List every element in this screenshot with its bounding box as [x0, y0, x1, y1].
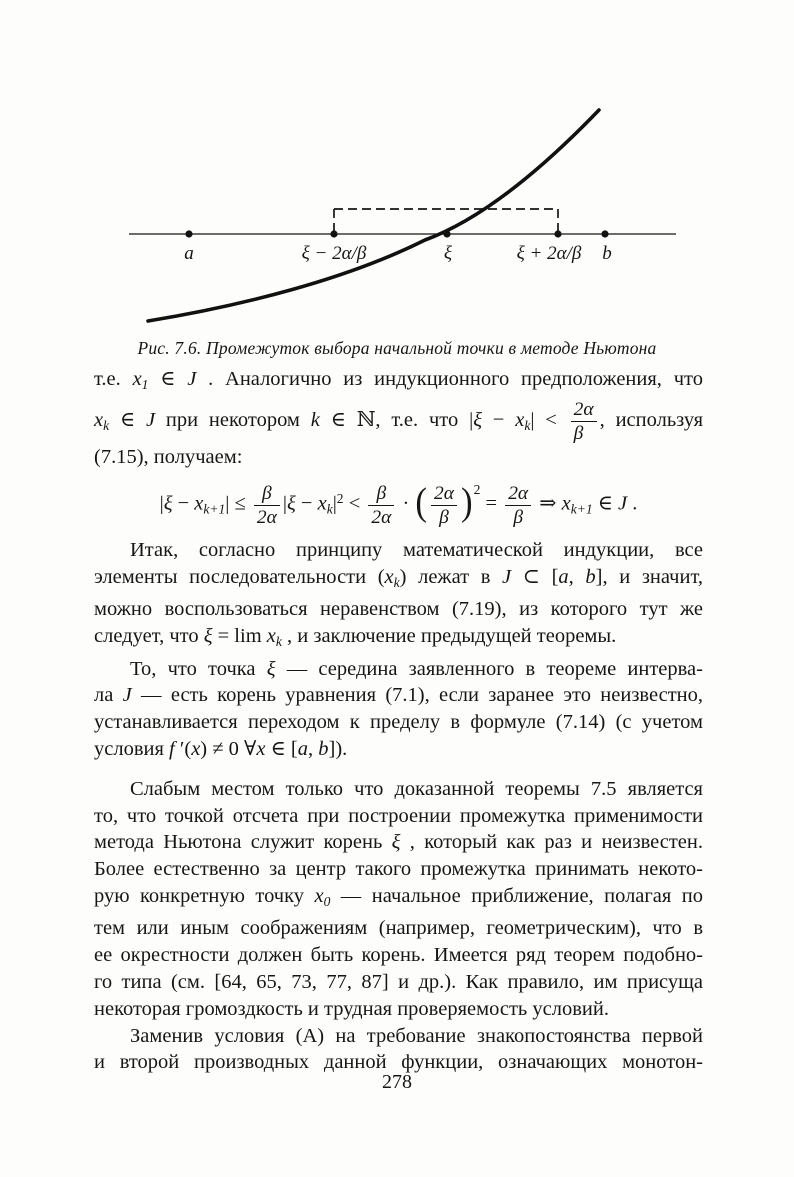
fraction: $\frac{2\alpha}{\beta}$ [505, 483, 531, 528]
label-xi-minus: ξ − 2α/β [301, 243, 367, 264]
point-xi-minus [330, 230, 337, 237]
para-weakness [94, 776, 703, 1023]
point-xi-plus [554, 230, 561, 237]
formula-line: |ξ − xk+1| ≤ $\frac{\beta}{2\alpha}$ $|\xi - xk|^2$ < $\frac{\beta}{2\alpha}$ · ( $\frac{2\alpha}{\beta}$ )$^2$ = $\frac{2\alpha}{\beta}$ ⇒ xk+1 ∈ J . [159, 479, 638, 528]
text-line: т.е. x1 ∈ J . Аналогично из индукционного предположения, что [94, 368, 703, 392]
label-xi-plus: ξ + 2α/β [516, 243, 582, 264]
text-line: То, что точка ξ — середина заявленного в теореме интерва- [130, 657, 703, 680]
text-line: некоторая громоздкость и трудная проверяемость условий. [94, 997, 609, 1020]
text-line: элементы последовательности (xk) лежат в J ⊂ [a, b], и значит, [94, 565, 703, 590]
para-intro [94, 366, 703, 470]
point-a [185, 230, 192, 237]
label-xi: ξ [443, 243, 453, 264]
point-xi [443, 230, 450, 237]
fraction: $\frac{2\alpha}{\beta}$ [431, 483, 457, 528]
text-line: Заменив условия (А) на требование знакопостоянства первой [130, 1024, 703, 1047]
label-b: b [602, 243, 612, 264]
para-induction [94, 537, 703, 656]
page-number: 278 [382, 1071, 412, 1093]
text-line: метода Ньютона служит корень ξ , который как раз и неизвестен. [94, 831, 703, 854]
fraction: $\frac{\beta}{2\alpha}$ [368, 483, 394, 528]
text-line: (7.15), получаем: [94, 445, 243, 468]
text-line: рую конкретную точку x0 — начальное приближение, полагая по [94, 884, 703, 909]
text-line: ла J — есть корень уравнения (7.1), если заранее это неизвестно, [94, 684, 703, 707]
display-formula [94, 470, 703, 536]
newton-method-figure [0, 90, 794, 340]
para-final [94, 1023, 703, 1077]
fraction: $\frac{\beta}{2\alpha}$ [254, 483, 280, 528]
text-line: условия f ′(x) ≠ 0 ∀x ∈ [a, b]). [94, 737, 348, 760]
para-midpoint [94, 656, 703, 763]
body-text [94, 366, 703, 1076]
text-line: можно воспользоваться неравенством (7.19), из которого тут же [94, 598, 703, 621]
figure-caption: Рис. 7.6. Промежуток выбора начальной точки в методе Ньютона [137, 338, 657, 358]
text-line: Более естественно за центр такого промежутка принимать некото- [94, 858, 703, 881]
fraction: $\frac{2\alpha}{\beta}$ [571, 399, 597, 444]
text-line: устанавливается переходом к пределу в формуле (7.14) (с учетом [94, 711, 703, 734]
text-line: ее окрестности должен быть корень. Имеется ряд теорем подобно- [94, 944, 703, 967]
text-line: го типа (см. [64, 65, 73, 77, 87] и др.). Как правило, им присуща [94, 971, 703, 994]
text-line: тем или иным соображениям (например, геометрическим), что в [94, 917, 703, 940]
text-line: и второй производных данной функции, означающих монотон- [94, 1051, 703, 1074]
function-curve [148, 110, 599, 321]
label-a: a [184, 243, 194, 264]
text-line: Слабым местом только что доказанной теоремы 7.5 является [130, 777, 703, 800]
point-b [601, 230, 608, 237]
text-line: то, что точкой отсчета при построении промежутка применимости [94, 804, 703, 827]
text-line: Итак, согласно принципу математической индукции, все [130, 538, 703, 561]
text-line: следует, что ξ = lim xk , и заключение предыдущей теоремы. [94, 624, 617, 649]
text-line: xk ∈ J при некотором k ∈ ℕ, т.е. что |ξ − xk| < $\frac{2\alpha}{\beta}$ , используя [94, 398, 704, 444]
